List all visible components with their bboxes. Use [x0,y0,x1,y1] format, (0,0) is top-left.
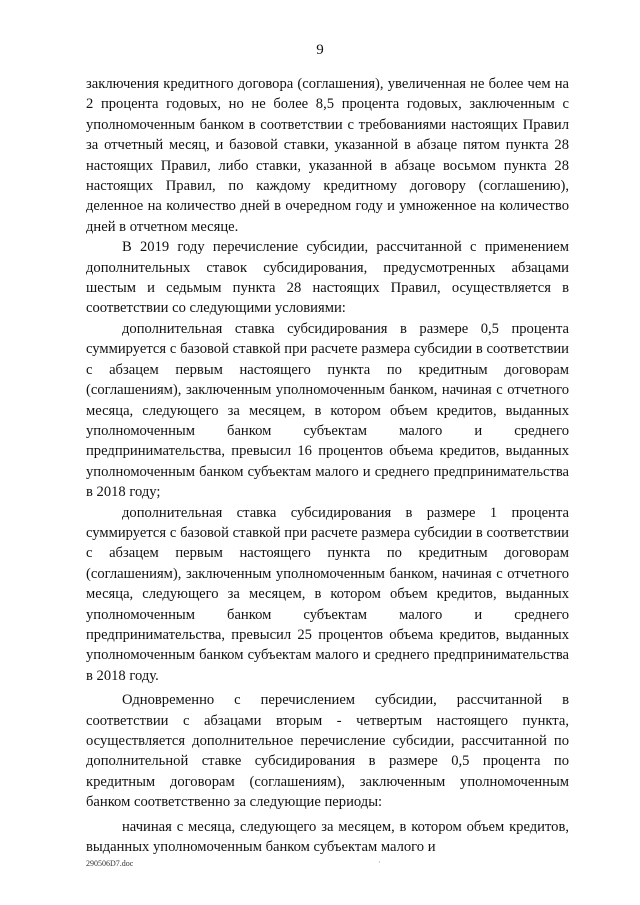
footer-filename: 290506D7.doc [86,859,134,868]
paragraph-simultaneous-transfer: Одновременно с перечислением субсидии, рассчитанной в соответствии с абзацами вторым - четвертым настоящего пункта, осуществляется дополнительное перечисление субсидии, рассчитанной по дополнительной ставке субсидирования в размере 0,5 процента по кредитным договорам (соглашениям), заключенным уполномоченным банком соответственно за следующие периоды: [86,692,569,811]
page-number: 9 [316,42,324,58]
paragraph-rate-0-5: дополнительная ставка субсидирования в размере 0,5 процента суммируется с базовой ставкой при расчете размера субсидии в соответствии с абзацем первым настоящего пункта по кредитным договорам (соглашениям), заключенным уполномоченным банком, начиная с отчетного месяца, следующего за месяцем, в котором объем кредитов, выданных уполномоченным банком субъектам малого и среднего предпринимательства, превысил 16 процентов объема кредитов, выданных уполномоченным банком субъектам малого и среднего предпринимательства в 2018 году; [86,320,569,501]
document-body [86,74,569,857]
paragraph-2019-subsidy: В 2019 году перечисление субсидии, рассчитанной с применением дополнительных ставок субсидирования, предусмотренных абзацами шестым и седьмым пункта 28 настоящих Правил, осуществляется в соответствии со следующими условиями: [86,239,569,317]
footer-mark: · [378,858,381,867]
paragraph-rate-1: дополнительная ставка субсидирования в размере 1 процента суммируется с базовой ставкой при расчете размера субсидии в соответствии с абзацем первым настоящего пункта по кредитным договорам (соглашениям), заключенным уполномоченным банком, начиная с отчетного месяца, следующего за месяцем, в котором объем кредитов, выданных уполномоченным банком субъектам малого и среднего предпринимательства, превысил 25 процентов объема кредитов, выданных уполномоченным банком субъектам малого и среднего предпринимательства в 2018 году. [86,504,569,684]
paragraph-periods-start: начиная с месяца, следующего за месяцем, в котором объем кредитов, выданных уполномоченным банком субъектам малого и [86,818,569,856]
paragraph-continuation: заключения кредитного договора (соглашения), увеличенная не более чем на 2 процента годовых, но не более 8,5 процента годовых, заключенным с уполномоченным банком в соответствии с требованиями настоящих Правил за отчетный месяц, и базовой ставки, указанной в абзаце пятом пункта 28 настоящих Правил, либо ставки, указанной в абзаце восьмом пункта 28 настоящих Правил, по каждому кредитному договору (соглашению), деленное на количество дней в очередном году и умноженное на количество дней в отчетном месяце. [86,76,569,235]
